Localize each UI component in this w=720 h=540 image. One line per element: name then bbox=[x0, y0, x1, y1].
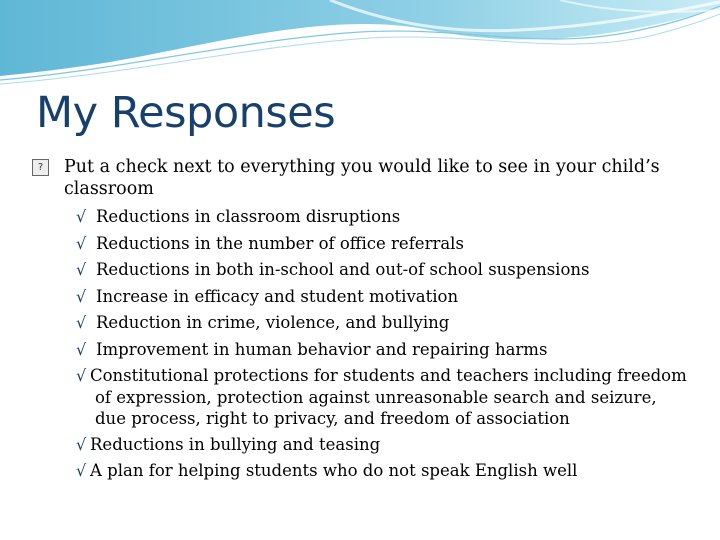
header-wave-decoration bbox=[0, 0, 720, 90]
check-icon: √ bbox=[76, 461, 87, 480]
checklist-item: √ A plan for helping students who do not speak English well bbox=[76, 461, 578, 480]
lead-bullet bbox=[32, 156, 692, 200]
slide-title: My Responses bbox=[36, 88, 336, 138]
check-icon: √ bbox=[76, 366, 87, 385]
checklist-item: √ Increase in efficacy and student motivation bbox=[76, 286, 459, 306]
check-icon: √ bbox=[76, 434, 87, 454]
checklist-item: √ Reduction in crime, violence, and bullying bbox=[76, 313, 450, 332]
check-icon: √ bbox=[76, 207, 87, 226]
check-icon: √ bbox=[76, 313, 87, 332]
checklist-item: √ Reductions in classroom disruptions bbox=[76, 207, 401, 226]
checklist bbox=[32, 206, 692, 482]
check-icon: √ bbox=[76, 286, 87, 306]
checklist-item: √ Reductions in both in-school and out-of school suspensions bbox=[76, 260, 590, 279]
check-icon: √ bbox=[76, 233, 87, 253]
checklist-item: √ Improvement in human behavior and repairing harms bbox=[76, 339, 548, 359]
missing-glyph-icon: ? bbox=[32, 159, 49, 176]
check-icon: √ bbox=[76, 339, 87, 359]
lead-text: Put a check next to everything you would like to see in your child’s classroom bbox=[64, 157, 660, 199]
check-icon: √ bbox=[76, 260, 87, 279]
checklist-item: √ Reductions in the number of office referrals bbox=[76, 233, 464, 253]
checklist-item: √ Constitutional protections for students and teachers including freedom of expression, protection against unreasonable search and seizure, due process, right to privacy, and freedom of association bbox=[76, 366, 687, 428]
checklist-item: √ Reductions in bullying and teasing bbox=[76, 434, 381, 454]
slide-content bbox=[32, 156, 692, 487]
